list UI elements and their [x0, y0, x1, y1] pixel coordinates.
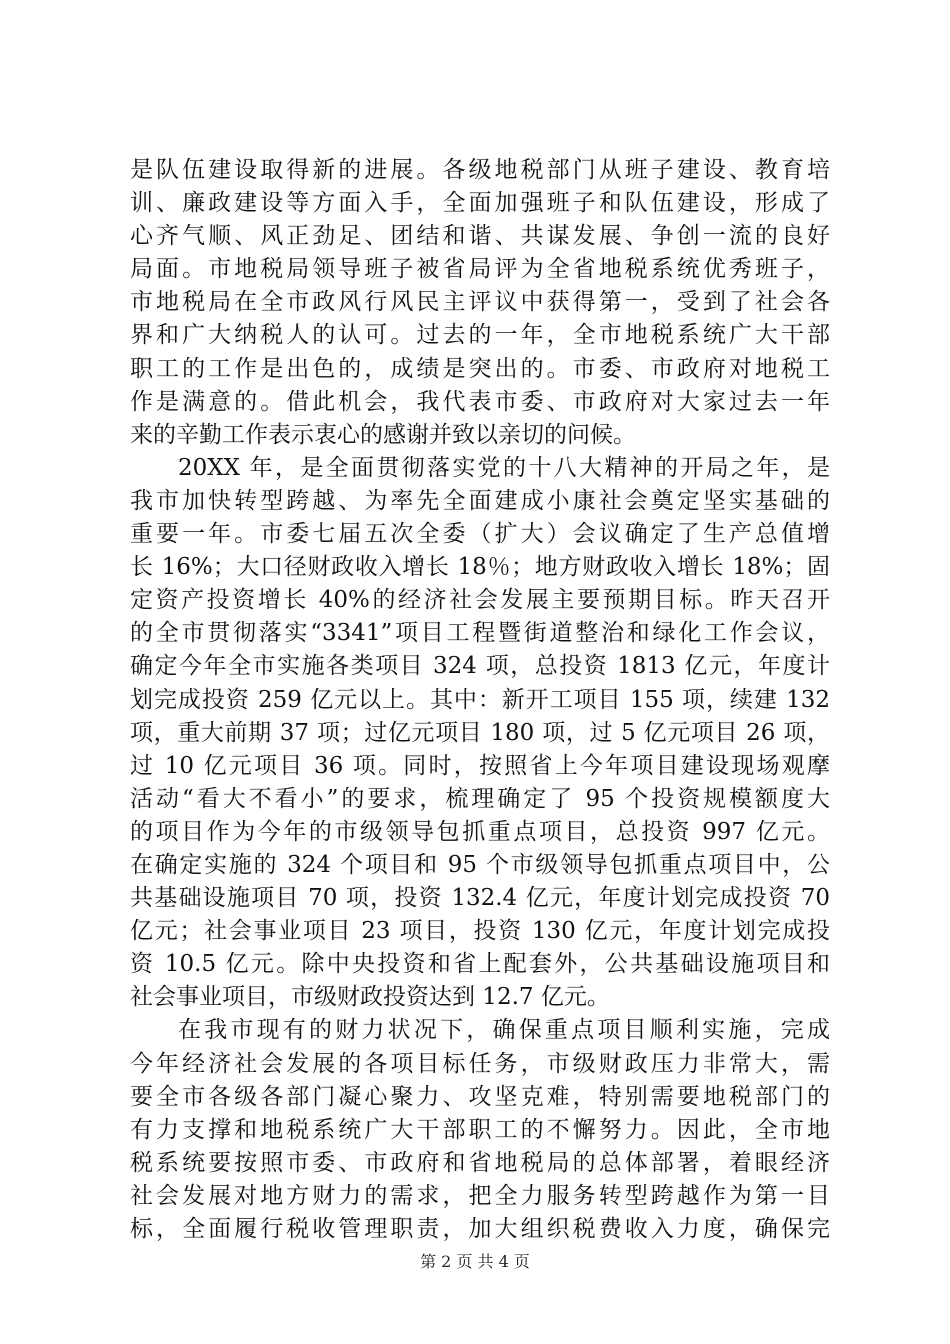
text-line: 税系统要按照市委、市政府和省地税局的总体部署，着眼经济 — [130, 1149, 830, 1176]
text-line: 确定今年全市实施各类项目 324 项，总投资 1813 亿元，年度计 — [130, 653, 830, 680]
text-line: 的全市贯彻落实“3341”项目工程暨街道整治和绿化工作会议， — [130, 620, 830, 647]
text-line: 项，重大前期 37 项；过亿元项目 180 项，过 5 亿元项目 26 项， — [130, 719, 830, 746]
text-line: 共基础设施项目 70 项，投资 132.4 亿元，年度计划完成投资 70 — [130, 885, 830, 912]
page-number: 第 2 页 共 4 页 — [420, 1252, 530, 1271]
text-line: 训、廉政建设等方面入手，全面加强班子和队伍建设，形成了 — [130, 190, 830, 217]
text-line: 划完成投资 259 亿元以上。其中：新开工项目 155 项，续建 132 — [130, 686, 830, 713]
text-line: 的项目作为今年的市级领导包抓重点项目，总投资 997 亿元。 — [130, 818, 830, 845]
text-line: 来的辛勤工作表示衷心的感谢并致以亲切的问候。 — [130, 421, 636, 448]
text-line: 职工的工作是出色的，成绩是突出的。市委、市政府对地税工 — [130, 355, 830, 382]
text-line: 市地税局在全市政风行风民主评议中获得第一，受到了社会各 — [130, 289, 830, 316]
text-line: 我市加快转型跨越、为率先全面建成小康社会奠定坚实基础的 — [130, 487, 830, 514]
text-line: 20XX 年，是全面贯彻落实党的十八大精神的开局之年，是 — [178, 454, 830, 481]
text-line: 作是满意的。借此机会，我代表市委、市政府对大家过去一年 — [130, 388, 830, 415]
text-line: 界和广大纳税人的认可。过去的一年，全市地税系统广大干部 — [130, 322, 830, 349]
body-text — [130, 154, 830, 1246]
text-line: 亿元；社会事业项目 23 项目，投资 130 亿元，年度计划完成投 — [130, 918, 830, 945]
text-line: 活动“看大不看小”的要求，梳理确定了 95 个投资规模额度大 — [130, 785, 830, 812]
text-line: 在我市现有的财力状况下，确保重点项目顺利实施，完成 — [178, 1017, 830, 1044]
text-line: 社会发展对地方财力的需求，把全力服务转型跨越作为第一目 — [130, 1182, 830, 1209]
text-line: 是队伍建设取得新的进展。各级地税部门从班子建设、教育培 — [130, 157, 830, 183]
text-line: 过 10 亿元项目 36 项。同时，按照省上今年项目建设现场观摩 — [130, 752, 830, 779]
text-line: 有力支撑和地税系统广大干部职工的不懈努力。因此，全市地 — [130, 1116, 830, 1143]
text-line: 标，全面履行税收管理职责，加大组织税费收入力度，确保完 — [130, 1216, 830, 1242]
text-line: 长 16%；大口径财政收入增长 18％；地方财政收入增长 18%；固 — [130, 554, 830, 581]
text-line: 在确定实施的 324 个项目和 95 个市级领导包抓重点项目中，公 — [130, 851, 830, 878]
text-line: 局面。市地税局领导班子被省局评为全省地税系统优秀班子， — [130, 256, 830, 283]
text-line: 定资产投资增长 40%的经济社会发展主要预期目标。昨天召开 — [130, 587, 830, 614]
text-line: 心齐气顺、风正劲足、团结和谐、共谋发展、争创一流的良好 — [130, 223, 830, 250]
page-footer — [0, 1252, 950, 1272]
text-line: 要全市各级各部门凝心聚力、攻坚克难，特别需要地税部门的 — [130, 1083, 830, 1110]
text-line: 今年经济社会发展的各项目标任务，市级财政压力非常大，需 — [130, 1050, 830, 1077]
text-line: 社会事业项目，市级财政投资达到 12.7 亿元。 — [130, 984, 610, 1011]
text-line: 重要一年。市委七届五次全委（扩大）会议确定了生产总值增 — [130, 521, 830, 548]
text-line: 资 10.5 亿元。除中央投资和省上配套外，公共基础设施项目和 — [130, 951, 830, 978]
